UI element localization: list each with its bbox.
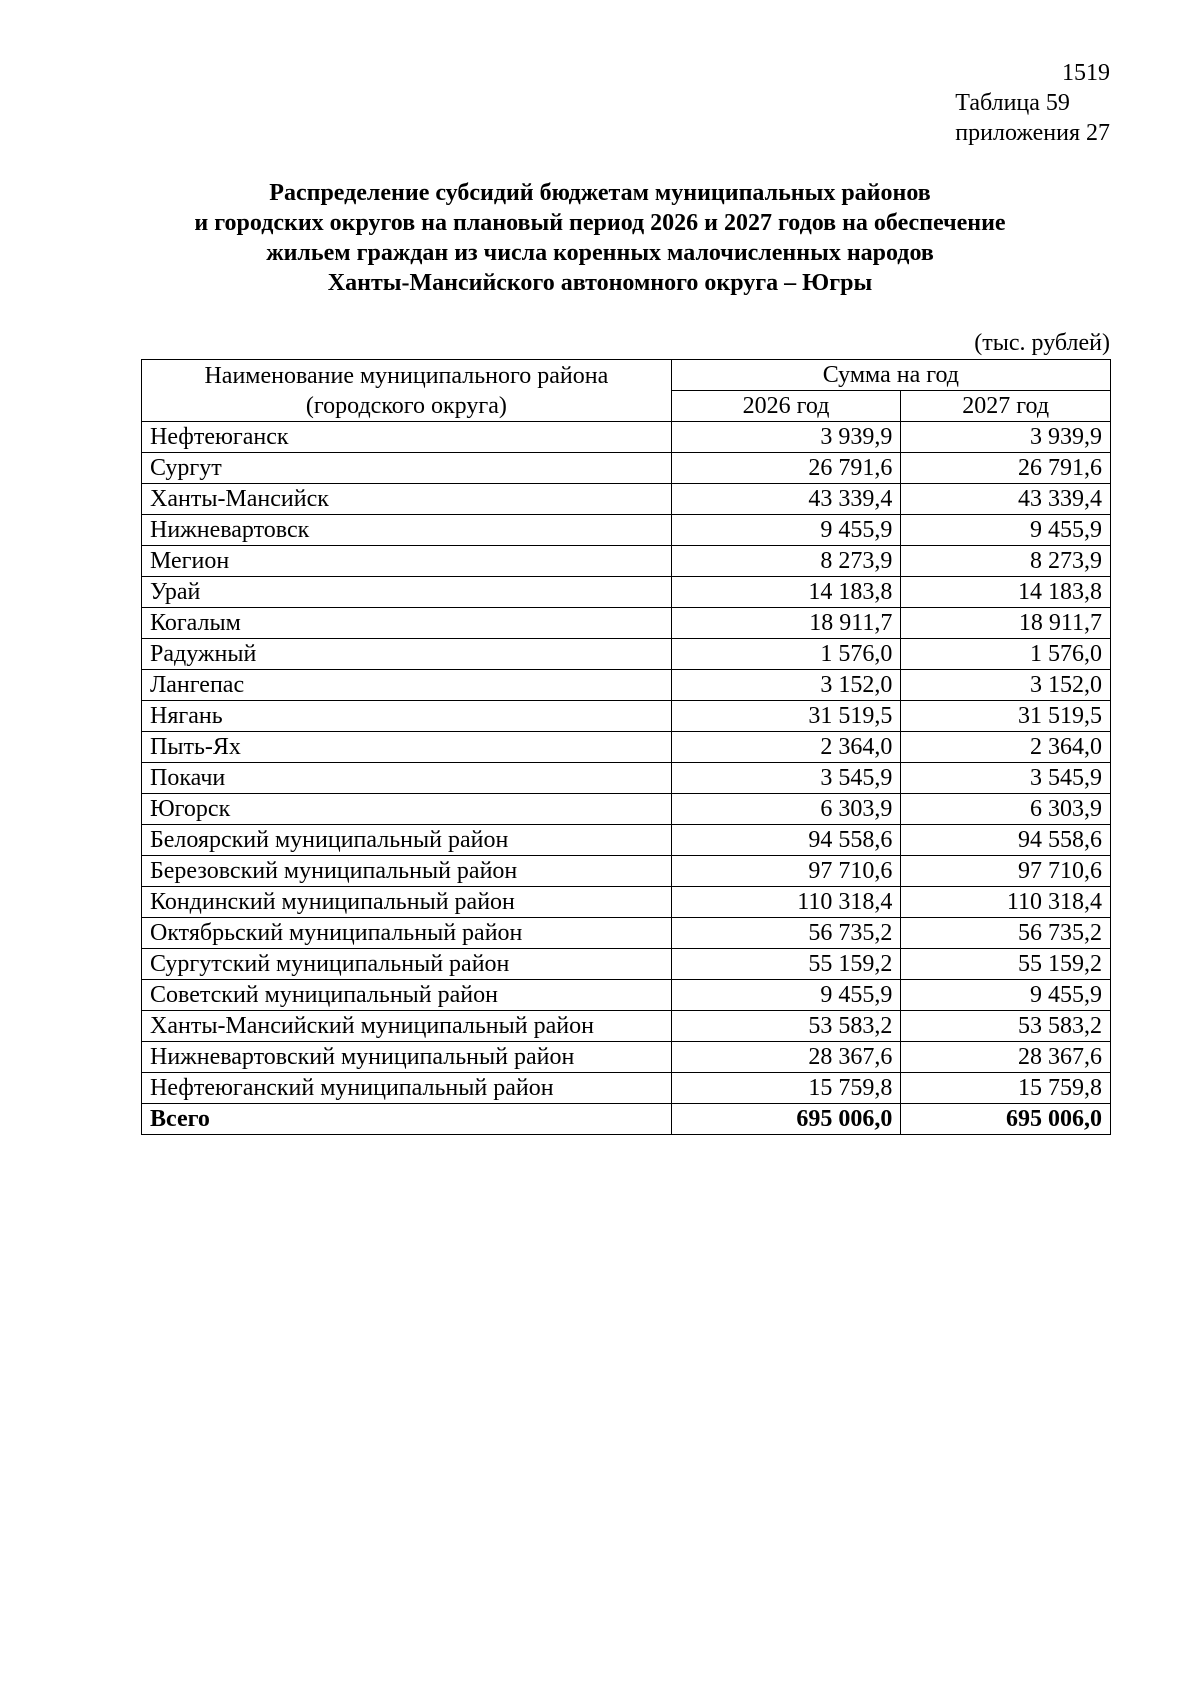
value-2027-cell: 31 519,5 (901, 701, 1111, 732)
municipality-name-cell: Кондинский муниципальный район (142, 887, 672, 918)
value-2026-cell: 97 710,6 (671, 856, 901, 887)
value-2026-cell: 3 152,0 (671, 670, 901, 701)
table-row (142, 546, 1111, 577)
page-number: 1519 (1062, 60, 1110, 86)
value-2027-cell: 110 318,4 (901, 887, 1111, 918)
table-row (142, 670, 1111, 701)
value-2026-cell: 56 735,2 (671, 918, 901, 949)
municipality-name-cell: Ханты-Мансийск (142, 484, 672, 515)
municipality-name-cell: Нефтеюганский муниципальный район (142, 1073, 672, 1104)
column-header-2026: 2026 год (671, 391, 901, 422)
value-2026-cell: 55 159,2 (671, 949, 901, 980)
table-row (142, 825, 1111, 856)
value-2026-cell: 110 318,4 (671, 887, 901, 918)
value-2026-cell: 14 183,8 (671, 577, 901, 608)
column-header-2027: 2027 год (901, 391, 1111, 422)
value-2027-cell: 97 710,6 (901, 856, 1111, 887)
value-2027-cell: 56 735,2 (901, 918, 1111, 949)
table-header-row (142, 360, 1111, 391)
value-2026-cell: 31 519,5 (671, 701, 901, 732)
table-row (142, 639, 1111, 670)
table-row (142, 1011, 1111, 1042)
table-row (142, 856, 1111, 887)
municipality-name-cell: Советский муниципальный район (142, 980, 672, 1011)
municipality-name-cell: Покачи (142, 763, 672, 794)
municipality-name-cell: Нефтеюганск (142, 422, 672, 453)
municipality-name-cell: Сургутский муниципальный район (142, 949, 672, 980)
value-2027-cell: 2 364,0 (901, 732, 1111, 763)
document-header (955, 58, 1110, 148)
subsidy-table (141, 359, 1111, 1135)
value-2027-cell: 55 159,2 (901, 949, 1111, 980)
municipality-name-cell: Березовский муниципальный район (142, 856, 672, 887)
table-row (142, 701, 1111, 732)
value-2027-cell: 26 791,6 (901, 453, 1111, 484)
municipality-name-cell: Нягань (142, 701, 672, 732)
value-2026-cell: 6 303,9 (671, 794, 901, 825)
table-label: Таблица 59 (955, 90, 1070, 116)
value-2027-cell: 28 367,6 (901, 1042, 1111, 1073)
value-2027-cell: 6 303,9 (901, 794, 1111, 825)
value-2026-cell: 94 558,6 (671, 825, 901, 856)
table-row (142, 763, 1111, 794)
municipality-name-cell: Мегион (142, 546, 672, 577)
value-2027-cell: 43 339,4 (901, 484, 1111, 515)
municipality-name-cell: Югорск (142, 794, 672, 825)
table-row (142, 577, 1111, 608)
units-label: (тыс. рублей) (974, 330, 1110, 356)
value-2026-cell: 1 576,0 (671, 639, 901, 670)
value-2026-cell: 53 583,2 (671, 1011, 901, 1042)
value-2027-cell: 53 583,2 (901, 1011, 1111, 1042)
table-row (142, 484, 1111, 515)
table-row (142, 608, 1111, 639)
municipality-name-cell: Урай (142, 577, 672, 608)
value-2026-cell: 15 759,8 (671, 1073, 901, 1104)
value-2026-cell: 9 455,9 (671, 515, 901, 546)
table-row (142, 422, 1111, 453)
table-row (142, 794, 1111, 825)
table-row (142, 732, 1111, 763)
title-line: жильем граждан из числа коренных малочисленных народов (266, 240, 934, 266)
value-2027-cell: 3 939,9 (901, 422, 1111, 453)
municipality-name-cell: Пыть-Ях (142, 732, 672, 763)
document-title (100, 178, 1100, 298)
value-2026-cell: 43 339,4 (671, 484, 901, 515)
table-row (142, 918, 1111, 949)
value-2027-cell: 94 558,6 (901, 825, 1111, 856)
value-2026-cell: 9 455,9 (671, 980, 901, 1011)
table-total-row (142, 1104, 1111, 1135)
total-2026: 695 006,0 (671, 1104, 901, 1135)
table-row (142, 1042, 1111, 1073)
municipality-name-cell: Белоярский муниципальный район (142, 825, 672, 856)
value-2027-cell: 1 576,0 (901, 639, 1111, 670)
value-2026-cell: 8 273,9 (671, 546, 901, 577)
column-header-name-line1: Наименование муниципального района (204, 362, 609, 389)
value-2027-cell: 3 152,0 (901, 670, 1111, 701)
table-row (142, 1073, 1111, 1104)
municipality-name-cell: Когалым (142, 608, 672, 639)
table-row (142, 887, 1111, 918)
value-2026-cell: 2 364,0 (671, 732, 901, 763)
column-header-sum: Сумма на год (671, 360, 1110, 391)
value-2027-cell: 9 455,9 (901, 980, 1111, 1011)
value-2027-cell: 8 273,9 (901, 546, 1111, 577)
total-label: Всего (142, 1104, 672, 1135)
municipality-name-cell: Нижневартовский муниципальный район (142, 1042, 672, 1073)
appendix-label: приложения 27 (955, 120, 1110, 146)
value-2027-cell: 14 183,8 (901, 577, 1111, 608)
municipality-name-cell: Нижневартовск (142, 515, 672, 546)
table-row (142, 949, 1111, 980)
municipality-name-cell: Сургут (142, 453, 672, 484)
total-2027: 695 006,0 (901, 1104, 1111, 1135)
value-2027-cell: 9 455,9 (901, 515, 1111, 546)
value-2026-cell: 3 545,9 (671, 763, 901, 794)
table-row (142, 453, 1111, 484)
table-row (142, 515, 1111, 546)
column-header-name-line2: (городского округа) (305, 392, 507, 419)
municipality-name-cell: Радужный (142, 639, 672, 670)
value-2026-cell: 3 939,9 (671, 422, 901, 453)
column-header-name (142, 360, 672, 422)
title-line: и городских округов на плановый период 2026 и 2027 годов на обеспечение (194, 210, 1006, 236)
value-2027-cell: 15 759,8 (901, 1073, 1111, 1104)
value-2026-cell: 18 911,7 (671, 608, 901, 639)
value-2026-cell: 28 367,6 (671, 1042, 901, 1073)
table-row (142, 980, 1111, 1011)
table-body (142, 422, 1111, 1135)
municipality-name-cell: Лангепас (142, 670, 672, 701)
municipality-name-cell: Октябрьский муниципальный район (142, 918, 672, 949)
title-line: Ханты-Мансийского автономного округа – Югры (327, 270, 873, 296)
municipality-name-cell: Ханты-Мансийский муниципальный район (142, 1011, 672, 1042)
value-2027-cell: 3 545,9 (901, 763, 1111, 794)
value-2027-cell: 18 911,7 (901, 608, 1111, 639)
title-line: Распределение субсидий бюджетам муниципальных районов (269, 180, 931, 206)
value-2026-cell: 26 791,6 (671, 453, 901, 484)
